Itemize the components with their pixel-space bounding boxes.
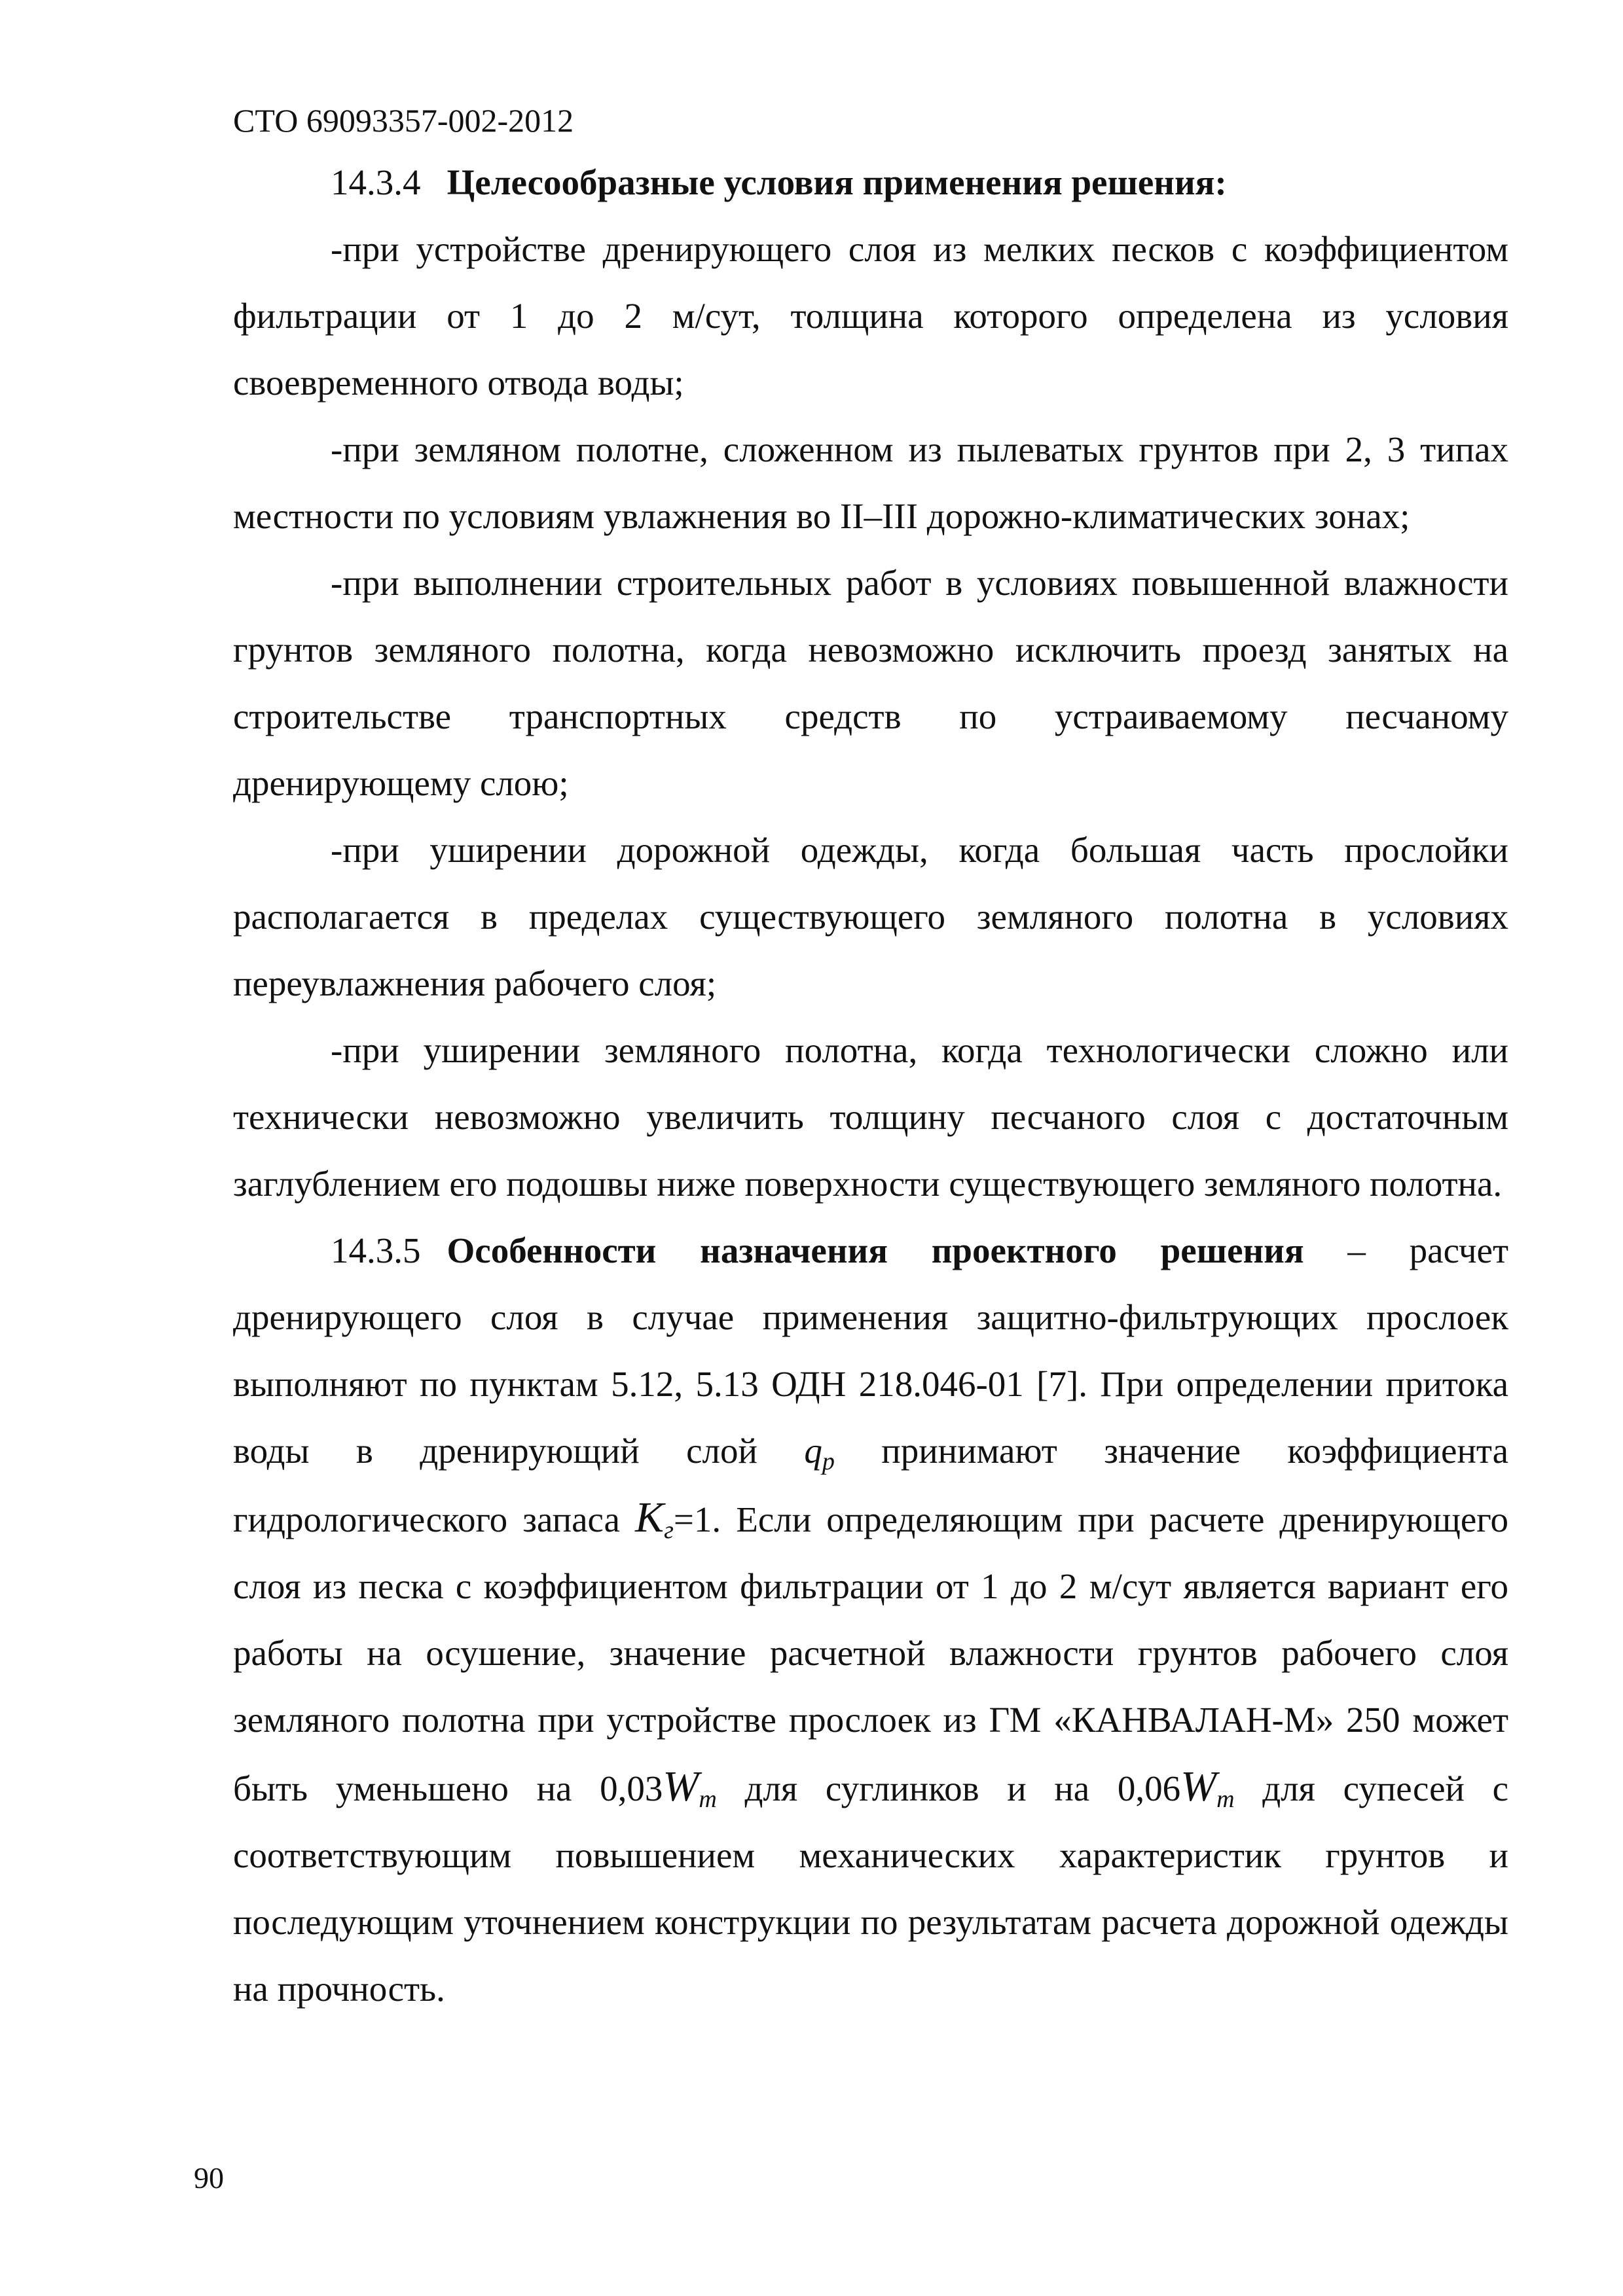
section-14-3-4-heading-paragraph bbox=[233, 149, 1508, 216]
w-subscript: m bbox=[699, 1785, 717, 1813]
w-symbol: W bbox=[1180, 1763, 1217, 1810]
w1-coefficient: 0,03 bbox=[600, 1768, 663, 1808]
page-number: 90 bbox=[194, 2161, 224, 2195]
document-code-header: СТО 69093357-002-2012 bbox=[233, 102, 574, 139]
paragraph-text: для суглинков и на bbox=[716, 1768, 1118, 1808]
list-item: -при устройстве дренирующего слоя из мелких песков с коэффициентом фильтрации от 1 до 2 м/сут, толщина которого определена из условия своевременного отвода воды; bbox=[233, 229, 1508, 403]
w2-coefficient: 0,06 bbox=[1117, 1768, 1181, 1808]
w-symbol: W bbox=[663, 1763, 699, 1810]
list-item: -при уширении земляного полотна, когда технологически сложно или технически невозможно увеличить толщину песчаного слоя с достаточным заглублением его подошвы ниже поверхности существующего земляного полотна. bbox=[233, 1030, 1508, 1204]
k-symbol: K bbox=[635, 1494, 665, 1541]
section-heading: Целесообразные условия применения решения: bbox=[447, 162, 1227, 202]
k-subscript: г bbox=[664, 1516, 674, 1544]
section-number: 14.3.5 bbox=[331, 1230, 421, 1270]
list-item: -при земляном полотне, сложенном из пылеватых грунтов при 2, 3 типах местности по условиям увлажнения во II–III дорожно-климатических зонах; bbox=[233, 429, 1508, 536]
section-heading: Особенности назначения проектного решения bbox=[447, 1230, 1304, 1270]
q-subscript: p bbox=[822, 1448, 835, 1475]
section-14-3-5-paragraph bbox=[233, 1217, 1508, 2022]
paragraph-text: принимают значение коэффициента гидрологического запаса bbox=[233, 1431, 1509, 1539]
q-symbol: q bbox=[804, 1431, 822, 1471]
list-item: -при выполнении строительных работ в условиях повышенной влажности грунтов земляного полотна, когда невозможно исключить проезд занятых на строительстве транспортных средств по устраиваемому песчаному дренирующему слою; bbox=[233, 563, 1508, 803]
paragraph-text: Если определяющим при расчете дренирующего слоя из песка с коэффициентом фильтрации от 1 до 2 м/сут является вариант его работы на осушение, значение расчетной влажности грунтов рабочего слоя земляного полотна при устройстве прослоек из ГМ «КАНВАЛАН-М» 250 может быть уменьшено на bbox=[233, 1499, 1509, 1808]
section-number: 14.3.4 bbox=[331, 162, 421, 202]
document-body bbox=[233, 149, 1508, 2022]
paragraph-text: – расчет дренирующего слоя в случае применения защитно-фильтрующих прослоек выполняют по пунктам 5.12, 5.13 ОДН 218.046-01 [7]. При определении притока воды в дренирующий слой bbox=[233, 1230, 1508, 1471]
list-item: -при уширении дорожной одежды, когда большая часть прослойки располагается в пределах существующего земляного полотна в условиях переувлажнения рабочего слоя; bbox=[233, 830, 1508, 1003]
w-subscript: m bbox=[1216, 1785, 1235, 1813]
paragraph-text: для супесей с соответствующим повышением механических характеристик грунтов и последующим уточнением конструкции по результатам расчета дорожной одежды на прочность. bbox=[233, 1768, 1509, 2009]
k-value: =1. bbox=[673, 1499, 721, 1539]
